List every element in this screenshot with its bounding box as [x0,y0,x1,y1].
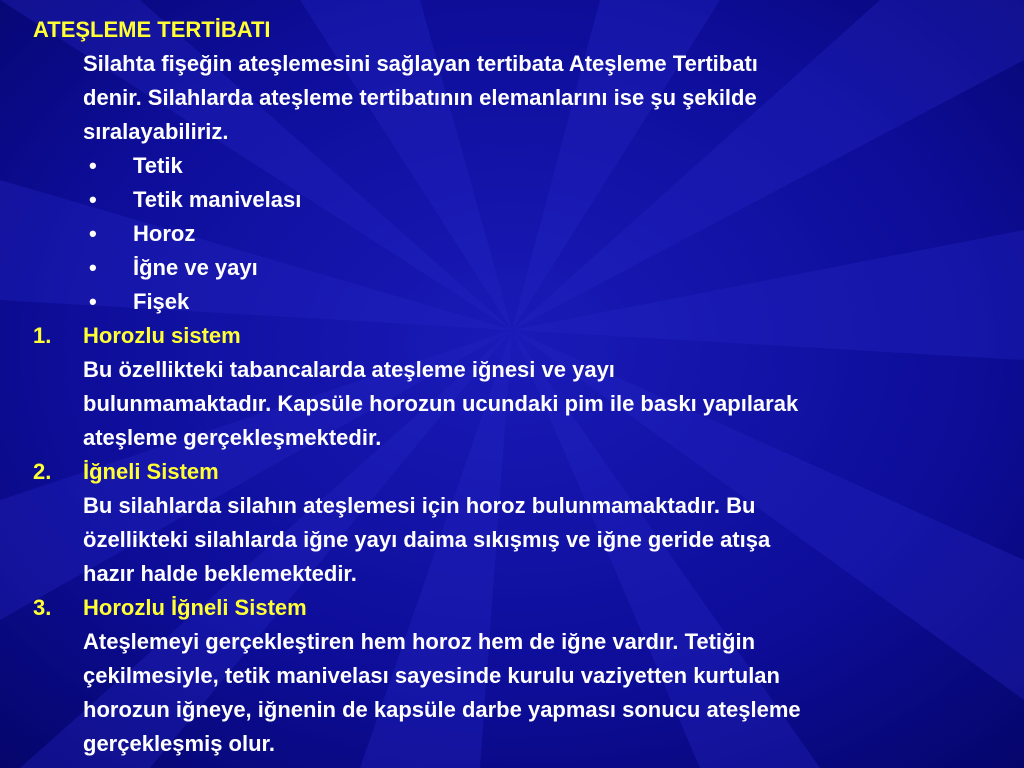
list-item-label: Tetik [133,153,183,178]
bullet-icon: • [89,187,97,212]
section-heading: İğneli Sistem [83,459,219,484]
list-item-label: Horoz [133,221,196,246]
bullet-icon: • [89,221,97,246]
intro-line-3: sıralayabiliriz. [83,119,229,144]
section-heading: Horozlu sistem [83,323,241,348]
slide-title: ATEŞLEME TERTİBATI [33,17,271,42]
section-number: 2. [33,459,52,484]
section-number: 3. [33,595,52,620]
section-text-line: ateşleme gerçekleşmektedir. [83,425,382,450]
section-text-line: hazır halde beklemektedir. [83,561,357,586]
list-item-label: Fişek [133,289,190,314]
section-text-line: Ateşlemeyi gerçekleştiren hem horoz hem de iğne vardır. Tetiğin [83,629,756,654]
section-text-line: bulunmamaktadır. Kapsüle horozun ucundaki pim ile baskı yapılarak [83,391,799,416]
section-text-line: özellikteki silahlarda iğne yayı daima sıkışmış ve iğne geride atışa [83,527,771,552]
section-text-line: Bu silahlarda silahın ateşlemesi için horoz bulunmamaktadır. Bu [83,493,756,518]
section-heading: Horozlu İğneli Sistem [83,595,307,620]
intro-line-1: Silahta fişeğin ateşlemesini sağlayan tertibata Ateşleme Tertibatı [83,51,758,76]
section-number: 1. [33,323,52,348]
section-text-line: çekilmesiyle, tetik manivelası sayesinde kurulu vaziyetten kurtulan [83,663,780,688]
section-text-line: horozun iğneye, iğnenin de kapsüle darbe yapması sonucu ateşleme [83,697,801,722]
section-text-line: Bu özellikteki tabancalarda ateşleme iğnesi ve yayı [83,357,615,382]
bullet-icon: • [89,153,97,178]
section-text-line: gerçekleşmiş olur. [83,731,275,756]
list-item-label: İğne ve yayı [133,255,258,280]
list-item-label: Tetik manivelası [133,187,302,212]
bullet-icon: • [89,255,97,280]
intro-line-2: denir. Silahlarda ateşleme tertibatının elemanlarını ise şu şekilde [83,85,757,110]
bullet-icon: • [89,289,97,314]
